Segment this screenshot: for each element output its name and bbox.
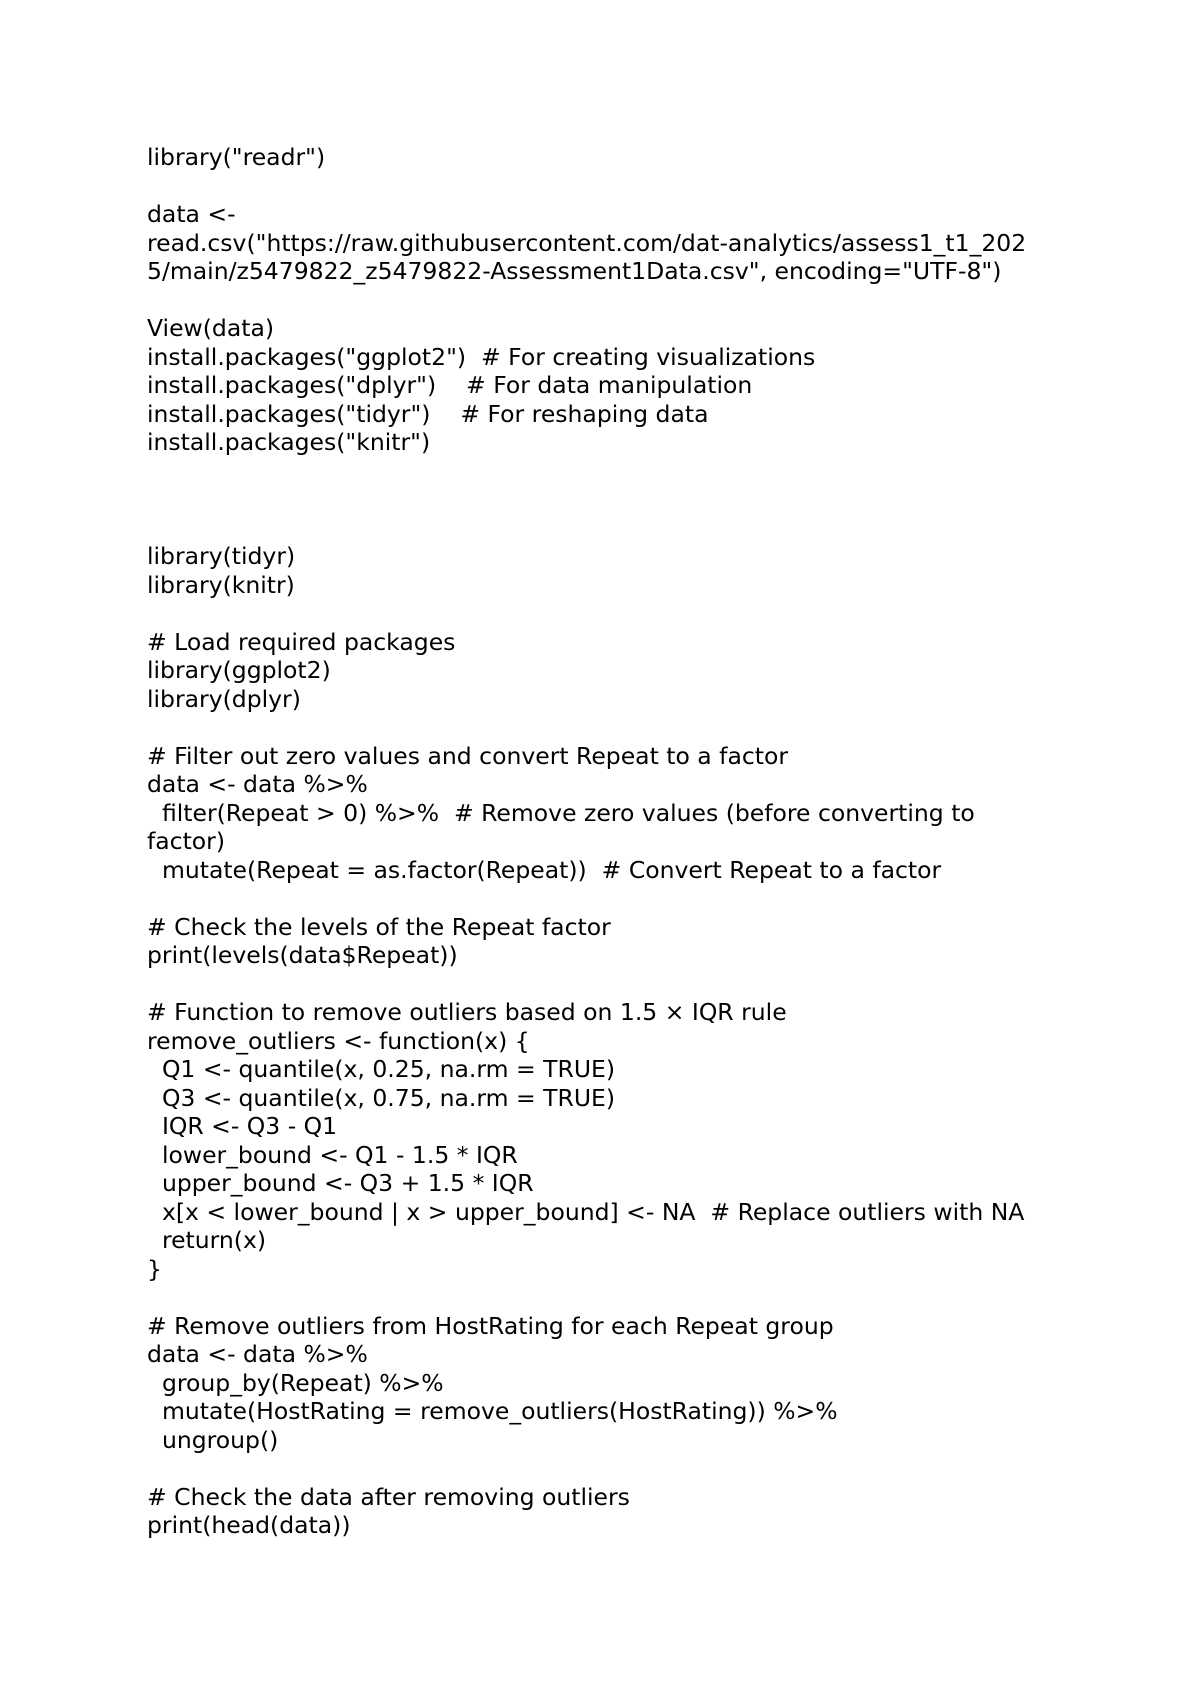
- code-line: remove_outliers <- function(x) {: [147, 1026, 530, 1055]
- code-line: Q3 <- quantile(x, 0.75, na.rm = TRUE): [147, 1083, 616, 1112]
- code-line: data <- data %>%: [147, 1340, 368, 1368]
- code-line: lower_bound <- Q1 - 1.5 * IQR: [147, 1140, 518, 1169]
- code-line: IQR <- Q3 - Q1: [147, 1112, 338, 1140]
- code-line: filter(Repeat > 0) %>% # Remove zero values (before converting to: [147, 798, 975, 827]
- code-line: [147, 1454, 1067, 1483]
- code-line: # Check the levels of the Repeat factor: [147, 912, 611, 941]
- code-line: library(knitr): [147, 570, 295, 599]
- code-line: [147, 286, 1067, 315]
- code-line: [147, 713, 1067, 742]
- code-line: install.packages("knitr"): [147, 428, 431, 456]
- code-line: # Check the data after removing outliers: [147, 1482, 630, 1511]
- code-line: data <- data %>%: [147, 770, 368, 798]
- code-line: mutate(HostRating = remove_outliers(HostRating)) %>%: [147, 1397, 838, 1425]
- code-line: [147, 457, 1067, 486]
- code-line: print(head(data)): [147, 1511, 351, 1539]
- code-line: [147, 599, 1067, 628]
- code-line: [147, 884, 1067, 913]
- code-line: [147, 172, 1067, 201]
- code-line: read.csv("https://raw.githubusercontent.com/dat-analytics/assess1_t1_202: [147, 228, 1027, 257]
- code-block: [147, 143, 1067, 1540]
- code-line: # Function to remove outliers based on 1.5 × IQR rule: [147, 998, 787, 1026]
- code-line: upper_bound <- Q3 + 1.5 * IQR: [147, 1169, 534, 1197]
- code-line: library(tidyr): [147, 542, 296, 570]
- code-line: group_by(Repeat) %>%: [147, 1368, 444, 1397]
- code-line: print(levels(data$Repeat)): [147, 941, 458, 969]
- code-line: library(dplyr): [147, 684, 301, 713]
- code-line: mutate(Repeat = as.factor(Repeat)) # Convert Repeat to a factor: [147, 855, 942, 884]
- code-line: View(data): [147, 314, 275, 342]
- code-line: library(ggplot2): [147, 656, 331, 684]
- code-line: # Load required packages: [147, 627, 456, 656]
- code-line: x[x < lower_bound | x > upper_bound] <- NA # Replace outliers with NA: [147, 1197, 1025, 1226]
- code-line: data <-: [147, 200, 236, 228]
- code-line: [147, 1283, 1067, 1312]
- code-line: factor): [147, 827, 226, 855]
- code-line: [147, 970, 1067, 999]
- code-line: # Filter out zero values and convert Repeat to a factor: [147, 741, 789, 770]
- code-line: [147, 514, 1067, 543]
- code-line: [147, 485, 1067, 514]
- code-line: ungroup(): [147, 1425, 279, 1454]
- code-line: Q1 <- quantile(x, 0.25, na.rm = TRUE): [147, 1055, 616, 1083]
- code-line: # Remove outliers from HostRating for each Repeat group: [147, 1311, 834, 1340]
- code-line: install.packages("ggplot2") # For creating visualizations: [147, 342, 816, 371]
- code-line: }: [147, 1254, 162, 1283]
- code-line: return(x): [147, 1226, 267, 1254]
- code-line: 5/main/z5479822_z5479822-Assessment1Data.csv", encoding="UTF-8"): [147, 257, 1002, 285]
- code-line: install.packages("tidyr") # For reshaping data: [147, 399, 709, 428]
- code-line: library("readr"): [147, 143, 326, 171]
- code-line: install.packages("dplyr") # For data manipulation: [147, 371, 753, 399]
